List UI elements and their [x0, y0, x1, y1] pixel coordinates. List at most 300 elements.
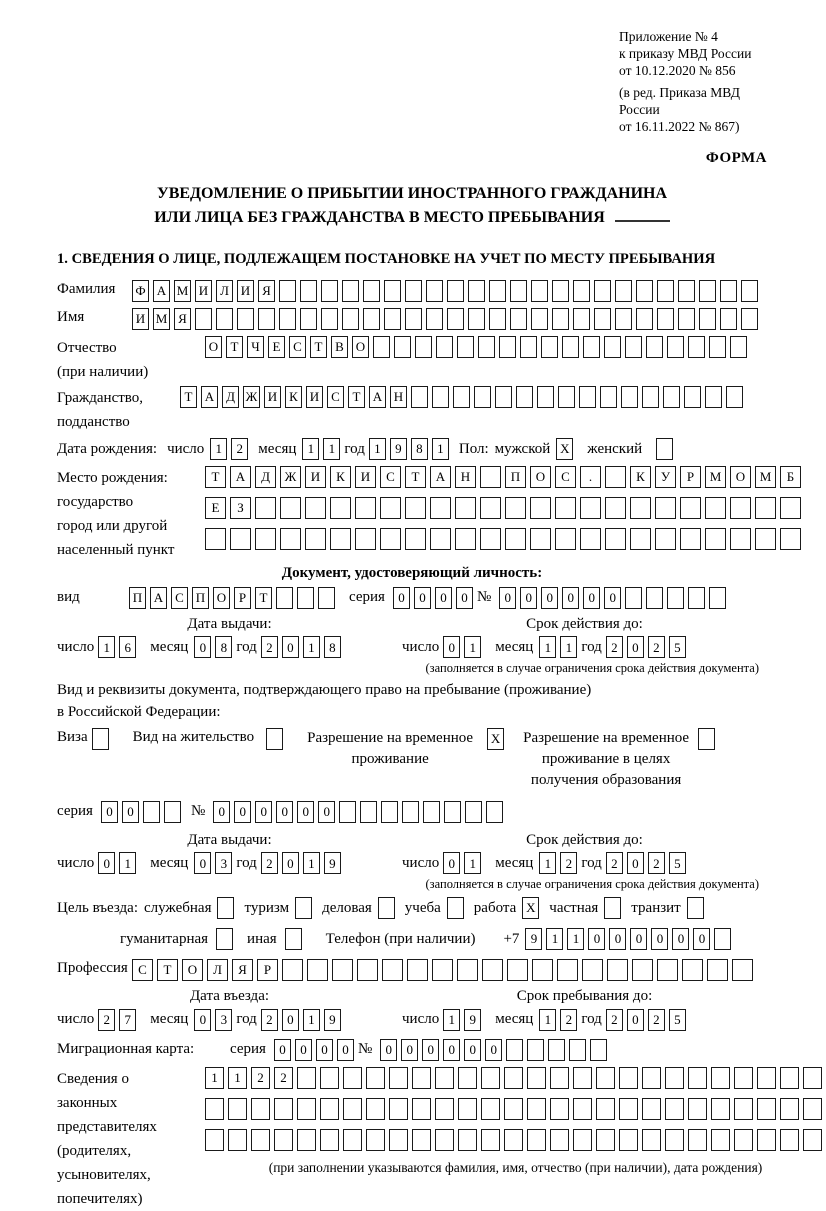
- char-cell[interactable]: И: [237, 280, 254, 302]
- char-cell[interactable]: [741, 308, 758, 330]
- char-cell[interactable]: [699, 308, 716, 330]
- char-cell[interactable]: [569, 1039, 586, 1061]
- char-cell[interactable]: [619, 1129, 638, 1151]
- char-cell[interactable]: [615, 280, 632, 302]
- char-cell[interactable]: [678, 280, 695, 302]
- char-cell[interactable]: [251, 1129, 270, 1151]
- char-cell[interactable]: [321, 280, 338, 302]
- char-cell[interactable]: [615, 308, 632, 330]
- char-cell[interactable]: [605, 497, 626, 519]
- char-cell[interactable]: [195, 308, 212, 330]
- char-cell[interactable]: [803, 1129, 822, 1151]
- char-cell[interactable]: [755, 528, 776, 550]
- char-cell[interactable]: [423, 801, 440, 823]
- char-cell[interactable]: [282, 959, 303, 981]
- char-cell[interactable]: [596, 1098, 615, 1120]
- char-cell[interactable]: 0: [401, 1039, 418, 1061]
- char-cell[interactable]: Т: [255, 587, 272, 609]
- gender-male-checkbox[interactable]: X: [556, 438, 573, 460]
- char-cell[interactable]: [274, 1098, 293, 1120]
- char-cell[interactable]: [646, 336, 663, 358]
- char-cell[interactable]: [380, 497, 401, 519]
- char-cell[interactable]: [709, 336, 726, 358]
- purpose-other-checkbox[interactable]: [285, 928, 302, 950]
- temporary-residence-checkbox[interactable]: X: [487, 728, 504, 750]
- char-cell[interactable]: Т: [157, 959, 178, 981]
- char-cell[interactable]: [510, 280, 527, 302]
- char-cell[interactable]: [734, 1067, 753, 1089]
- char-cell[interactable]: [711, 1067, 730, 1089]
- char-cell[interactable]: Т: [180, 386, 197, 408]
- char-cell[interactable]: [573, 280, 590, 302]
- char-cell[interactable]: 0: [393, 587, 410, 609]
- char-cell[interactable]: 3: [215, 1009, 232, 1031]
- char-cell[interactable]: 1: [303, 636, 320, 658]
- char-cell[interactable]: 1: [228, 1067, 247, 1089]
- char-cell[interactable]: [527, 1098, 546, 1120]
- char-cell[interactable]: 8: [411, 438, 428, 460]
- char-cell[interactable]: [550, 1129, 569, 1151]
- char-cell[interactable]: [711, 1129, 730, 1151]
- char-cell[interactable]: [780, 528, 801, 550]
- char-cell[interactable]: [297, 1098, 316, 1120]
- char-cell[interactable]: 0: [630, 928, 647, 950]
- char-cell[interactable]: А: [230, 466, 251, 488]
- char-cell[interactable]: [280, 528, 301, 550]
- char-cell[interactable]: [655, 528, 676, 550]
- char-cell[interactable]: [657, 308, 674, 330]
- char-cell[interactable]: [251, 1098, 270, 1120]
- char-cell[interactable]: Ж: [280, 466, 301, 488]
- char-cell[interactable]: [594, 308, 611, 330]
- char-cell[interactable]: Т: [226, 336, 243, 358]
- char-cell[interactable]: [381, 801, 398, 823]
- char-cell[interactable]: [435, 1098, 454, 1120]
- char-cell[interactable]: [384, 308, 401, 330]
- char-cell[interactable]: 0: [693, 928, 710, 950]
- char-cell[interactable]: [405, 497, 426, 519]
- char-cell[interactable]: 1: [560, 636, 577, 658]
- char-cell[interactable]: 0: [101, 801, 118, 823]
- char-cell[interactable]: 1: [567, 928, 584, 950]
- char-cell[interactable]: [730, 336, 747, 358]
- char-cell[interactable]: К: [285, 386, 302, 408]
- char-cell[interactable]: [755, 497, 776, 519]
- char-cell[interactable]: 8: [215, 636, 232, 658]
- char-cell[interactable]: [530, 497, 551, 519]
- char-cell[interactable]: [803, 1067, 822, 1089]
- char-cell[interactable]: 2: [606, 1009, 623, 1031]
- purpose-business-checkbox[interactable]: [378, 897, 395, 919]
- char-cell[interactable]: [605, 466, 626, 488]
- char-cell[interactable]: [688, 1098, 707, 1120]
- char-cell[interactable]: 5: [669, 636, 686, 658]
- char-cell[interactable]: О: [182, 959, 203, 981]
- char-cell[interactable]: [389, 1098, 408, 1120]
- char-cell[interactable]: [665, 1067, 684, 1089]
- char-cell[interactable]: О: [352, 336, 369, 358]
- char-cell[interactable]: [642, 1067, 661, 1089]
- char-cell[interactable]: [657, 959, 678, 981]
- char-cell[interactable]: [499, 336, 516, 358]
- char-cell[interactable]: В: [331, 336, 348, 358]
- char-cell[interactable]: 5: [669, 852, 686, 874]
- char-cell[interactable]: [360, 801, 377, 823]
- char-cell[interactable]: 1: [303, 1009, 320, 1031]
- char-cell[interactable]: [297, 1129, 316, 1151]
- char-cell[interactable]: Б: [780, 466, 801, 488]
- char-cell[interactable]: С: [327, 386, 344, 408]
- char-cell[interactable]: [384, 280, 401, 302]
- char-cell[interactable]: 3: [215, 852, 232, 874]
- char-cell[interactable]: [532, 959, 553, 981]
- char-cell[interactable]: [657, 280, 674, 302]
- purpose-private-checkbox[interactable]: [604, 897, 621, 919]
- char-cell[interactable]: 0: [627, 1009, 644, 1031]
- char-cell[interactable]: [411, 386, 428, 408]
- char-cell[interactable]: Я: [232, 959, 253, 981]
- char-cell[interactable]: [711, 1098, 730, 1120]
- char-cell[interactable]: [380, 528, 401, 550]
- char-cell[interactable]: О: [205, 336, 222, 358]
- char-cell[interactable]: [730, 528, 751, 550]
- char-cell[interactable]: [279, 280, 296, 302]
- char-cell[interactable]: 2: [648, 636, 665, 658]
- char-cell[interactable]: [478, 336, 495, 358]
- char-cell[interactable]: 2: [648, 852, 665, 874]
- char-cell[interactable]: Т: [310, 336, 327, 358]
- char-cell[interactable]: 0: [255, 801, 272, 823]
- char-cell[interactable]: 0: [443, 1039, 460, 1061]
- purpose-tourism-checkbox[interactable]: [295, 897, 312, 919]
- char-cell[interactable]: [274, 1129, 293, 1151]
- char-cell[interactable]: 1: [303, 852, 320, 874]
- char-cell[interactable]: [412, 1067, 431, 1089]
- char-cell[interactable]: 0: [541, 587, 558, 609]
- char-cell[interactable]: И: [264, 386, 281, 408]
- char-cell[interactable]: 0: [316, 1039, 333, 1061]
- char-cell[interactable]: 0: [297, 801, 314, 823]
- char-cell[interactable]: [279, 308, 296, 330]
- char-cell[interactable]: [320, 1129, 339, 1151]
- char-cell[interactable]: 1: [432, 438, 449, 460]
- char-cell[interactable]: [276, 587, 293, 609]
- char-cell[interactable]: [667, 587, 684, 609]
- char-cell[interactable]: 1: [323, 438, 340, 460]
- char-cell[interactable]: 2: [98, 1009, 115, 1031]
- char-cell[interactable]: [366, 1098, 385, 1120]
- char-cell[interactable]: Р: [257, 959, 278, 981]
- char-cell[interactable]: 2: [606, 852, 623, 874]
- char-cell[interactable]: Ч: [247, 336, 264, 358]
- char-cell[interactable]: .: [580, 466, 601, 488]
- char-cell[interactable]: 1: [369, 438, 386, 460]
- char-cell[interactable]: 1: [210, 438, 227, 460]
- char-cell[interactable]: 2: [231, 438, 248, 460]
- char-cell[interactable]: [642, 1098, 661, 1120]
- char-cell[interactable]: [435, 1129, 454, 1151]
- char-cell[interactable]: 0: [456, 587, 473, 609]
- char-cell[interactable]: О: [530, 466, 551, 488]
- char-cell[interactable]: [531, 308, 548, 330]
- char-cell[interactable]: [457, 336, 474, 358]
- char-cell[interactable]: [604, 336, 621, 358]
- char-cell[interactable]: [305, 528, 326, 550]
- char-cell[interactable]: 0: [464, 1039, 481, 1061]
- char-cell[interactable]: [405, 528, 426, 550]
- char-cell[interactable]: [474, 386, 491, 408]
- char-cell[interactable]: [573, 308, 590, 330]
- char-cell[interactable]: [510, 308, 527, 330]
- char-cell[interactable]: [468, 308, 485, 330]
- char-cell[interactable]: 0: [588, 928, 605, 950]
- char-cell[interactable]: 0: [282, 636, 299, 658]
- char-cell[interactable]: Р: [680, 466, 701, 488]
- char-cell[interactable]: [548, 1039, 565, 1061]
- char-cell[interactable]: [366, 1067, 385, 1089]
- char-cell[interactable]: [558, 386, 575, 408]
- char-cell[interactable]: 2: [261, 1009, 278, 1031]
- char-cell[interactable]: [320, 1098, 339, 1120]
- char-cell[interactable]: И: [132, 308, 149, 330]
- char-cell[interactable]: [642, 386, 659, 408]
- char-cell[interactable]: [366, 1129, 385, 1151]
- char-cell[interactable]: 9: [525, 928, 542, 950]
- char-cell[interactable]: [596, 1129, 615, 1151]
- char-cell[interactable]: [707, 959, 728, 981]
- char-cell[interactable]: [415, 336, 432, 358]
- char-cell[interactable]: [480, 466, 501, 488]
- char-cell[interactable]: [432, 959, 453, 981]
- char-cell[interactable]: 1: [464, 636, 481, 658]
- gender-female-checkbox[interactable]: [656, 438, 673, 460]
- char-cell[interactable]: [481, 1129, 500, 1151]
- char-cell[interactable]: [342, 308, 359, 330]
- char-cell[interactable]: [530, 528, 551, 550]
- char-cell[interactable]: С: [132, 959, 153, 981]
- char-cell[interactable]: [332, 959, 353, 981]
- char-cell[interactable]: [363, 308, 380, 330]
- char-cell[interactable]: [300, 308, 317, 330]
- char-cell[interactable]: [573, 1129, 592, 1151]
- char-cell[interactable]: 9: [464, 1009, 481, 1031]
- char-cell[interactable]: [343, 1067, 362, 1089]
- char-cell[interactable]: О: [730, 466, 751, 488]
- char-cell[interactable]: А: [430, 466, 451, 488]
- char-cell[interactable]: [705, 497, 726, 519]
- char-cell[interactable]: [583, 336, 600, 358]
- char-cell[interactable]: [230, 528, 251, 550]
- char-cell[interactable]: [455, 528, 476, 550]
- char-cell[interactable]: 0: [282, 852, 299, 874]
- char-cell[interactable]: [541, 336, 558, 358]
- char-cell[interactable]: [305, 497, 326, 519]
- char-cell[interactable]: [688, 336, 705, 358]
- char-cell[interactable]: 2: [560, 852, 577, 874]
- char-cell[interactable]: [684, 386, 701, 408]
- char-cell[interactable]: И: [195, 280, 212, 302]
- char-cell[interactable]: [444, 801, 461, 823]
- char-cell[interactable]: К: [330, 466, 351, 488]
- char-cell[interactable]: [699, 280, 716, 302]
- char-cell[interactable]: Е: [268, 336, 285, 358]
- char-cell[interactable]: С: [380, 466, 401, 488]
- char-cell[interactable]: 0: [295, 1039, 312, 1061]
- char-cell[interactable]: [607, 959, 628, 981]
- char-cell[interactable]: 7: [119, 1009, 136, 1031]
- char-cell[interactable]: М: [153, 308, 170, 330]
- char-cell[interactable]: [720, 280, 737, 302]
- char-cell[interactable]: [596, 1067, 615, 1089]
- char-cell[interactable]: [709, 587, 726, 609]
- char-cell[interactable]: [164, 801, 181, 823]
- char-cell[interactable]: [619, 1067, 638, 1089]
- char-cell[interactable]: [343, 1098, 362, 1120]
- char-cell[interactable]: [550, 1098, 569, 1120]
- char-cell[interactable]: [555, 528, 576, 550]
- char-cell[interactable]: [580, 497, 601, 519]
- char-cell[interactable]: [412, 1098, 431, 1120]
- char-cell[interactable]: Д: [222, 386, 239, 408]
- char-cell[interactable]: [465, 801, 482, 823]
- char-cell[interactable]: [453, 386, 470, 408]
- char-cell[interactable]: [562, 336, 579, 358]
- char-cell[interactable]: [573, 1067, 592, 1089]
- char-cell[interactable]: [430, 528, 451, 550]
- char-cell[interactable]: Е: [205, 497, 226, 519]
- char-cell[interactable]: [678, 308, 695, 330]
- char-cell[interactable]: 1: [443, 1009, 460, 1031]
- purpose-study-checkbox[interactable]: [447, 897, 464, 919]
- char-cell[interactable]: [730, 497, 751, 519]
- char-cell[interactable]: [339, 801, 356, 823]
- char-cell[interactable]: 0: [282, 1009, 299, 1031]
- char-cell[interactable]: [630, 497, 651, 519]
- char-cell[interactable]: [720, 308, 737, 330]
- char-cell[interactable]: [655, 497, 676, 519]
- char-cell[interactable]: 5: [669, 1009, 686, 1031]
- char-cell[interactable]: [680, 497, 701, 519]
- char-cell[interactable]: [636, 308, 653, 330]
- char-cell[interactable]: 1: [119, 852, 136, 874]
- char-cell[interactable]: Л: [216, 280, 233, 302]
- purpose-humanitarian-checkbox[interactable]: [216, 928, 233, 950]
- char-cell[interactable]: И: [355, 466, 376, 488]
- residence-permit-checkbox[interactable]: [266, 728, 283, 750]
- char-cell[interactable]: [255, 497, 276, 519]
- char-cell[interactable]: [205, 1098, 224, 1120]
- char-cell[interactable]: [688, 1067, 707, 1089]
- char-cell[interactable]: 1: [464, 852, 481, 874]
- char-cell[interactable]: [489, 280, 506, 302]
- char-cell[interactable]: И: [305, 466, 326, 488]
- char-cell[interactable]: 0: [672, 928, 689, 950]
- char-cell[interactable]: [480, 528, 501, 550]
- char-cell[interactable]: 9: [390, 438, 407, 460]
- char-cell[interactable]: 0: [414, 587, 431, 609]
- char-cell[interactable]: [489, 308, 506, 330]
- char-cell[interactable]: [318, 587, 335, 609]
- char-cell[interactable]: [667, 336, 684, 358]
- char-cell[interactable]: [486, 801, 503, 823]
- char-cell[interactable]: [458, 1129, 477, 1151]
- char-cell[interactable]: [297, 587, 314, 609]
- char-cell[interactable]: 0: [380, 1039, 397, 1061]
- char-cell[interactable]: [430, 497, 451, 519]
- char-cell[interactable]: [457, 959, 478, 981]
- char-cell[interactable]: [405, 308, 422, 330]
- char-cell[interactable]: [455, 497, 476, 519]
- char-cell[interactable]: [579, 386, 596, 408]
- char-cell[interactable]: [705, 386, 722, 408]
- char-cell[interactable]: 2: [261, 852, 278, 874]
- char-cell[interactable]: [688, 587, 705, 609]
- char-cell[interactable]: 0: [604, 587, 621, 609]
- char-cell[interactable]: [330, 528, 351, 550]
- char-cell[interactable]: 0: [276, 801, 293, 823]
- char-cell[interactable]: [436, 336, 453, 358]
- char-cell[interactable]: П: [192, 587, 209, 609]
- char-cell[interactable]: [504, 1129, 523, 1151]
- char-cell[interactable]: [342, 280, 359, 302]
- char-cell[interactable]: С: [171, 587, 188, 609]
- char-cell[interactable]: [447, 280, 464, 302]
- purpose-work-checkbox[interactable]: X: [522, 897, 539, 919]
- char-cell[interactable]: 0: [499, 587, 516, 609]
- char-cell[interactable]: [495, 386, 512, 408]
- char-cell[interactable]: А: [201, 386, 218, 408]
- char-cell[interactable]: [373, 336, 390, 358]
- char-cell[interactable]: [506, 1039, 523, 1061]
- char-cell[interactable]: [757, 1129, 776, 1151]
- char-cell[interactable]: [382, 959, 403, 981]
- char-cell[interactable]: [307, 959, 328, 981]
- char-cell[interactable]: А: [150, 587, 167, 609]
- char-cell[interactable]: П: [129, 587, 146, 609]
- char-cell[interactable]: [389, 1129, 408, 1151]
- char-cell[interactable]: 0: [194, 852, 211, 874]
- char-cell[interactable]: 0: [562, 587, 579, 609]
- char-cell[interactable]: [458, 1098, 477, 1120]
- char-cell[interactable]: [480, 497, 501, 519]
- char-cell[interactable]: [619, 1098, 638, 1120]
- char-cell[interactable]: [531, 280, 548, 302]
- char-cell[interactable]: 0: [194, 1009, 211, 1031]
- char-cell[interactable]: 0: [627, 852, 644, 874]
- char-cell[interactable]: [412, 1129, 431, 1151]
- char-cell[interactable]: [255, 528, 276, 550]
- char-cell[interactable]: [780, 1098, 799, 1120]
- char-cell[interactable]: [468, 280, 485, 302]
- char-cell[interactable]: З: [230, 497, 251, 519]
- char-cell[interactable]: Ж: [243, 386, 260, 408]
- char-cell[interactable]: [537, 386, 554, 408]
- char-cell[interactable]: [482, 959, 503, 981]
- char-cell[interactable]: 2: [261, 636, 278, 658]
- char-cell[interactable]: 2: [274, 1067, 293, 1089]
- char-cell[interactable]: [520, 336, 537, 358]
- char-cell[interactable]: [663, 386, 680, 408]
- char-cell[interactable]: 0: [422, 1039, 439, 1061]
- char-cell[interactable]: [432, 386, 449, 408]
- char-cell[interactable]: [630, 528, 651, 550]
- char-cell[interactable]: [680, 528, 701, 550]
- char-cell[interactable]: [300, 280, 317, 302]
- char-cell[interactable]: 0: [98, 852, 115, 874]
- char-cell[interactable]: [407, 959, 428, 981]
- char-cell[interactable]: 0: [651, 928, 668, 950]
- char-cell[interactable]: [504, 1067, 523, 1089]
